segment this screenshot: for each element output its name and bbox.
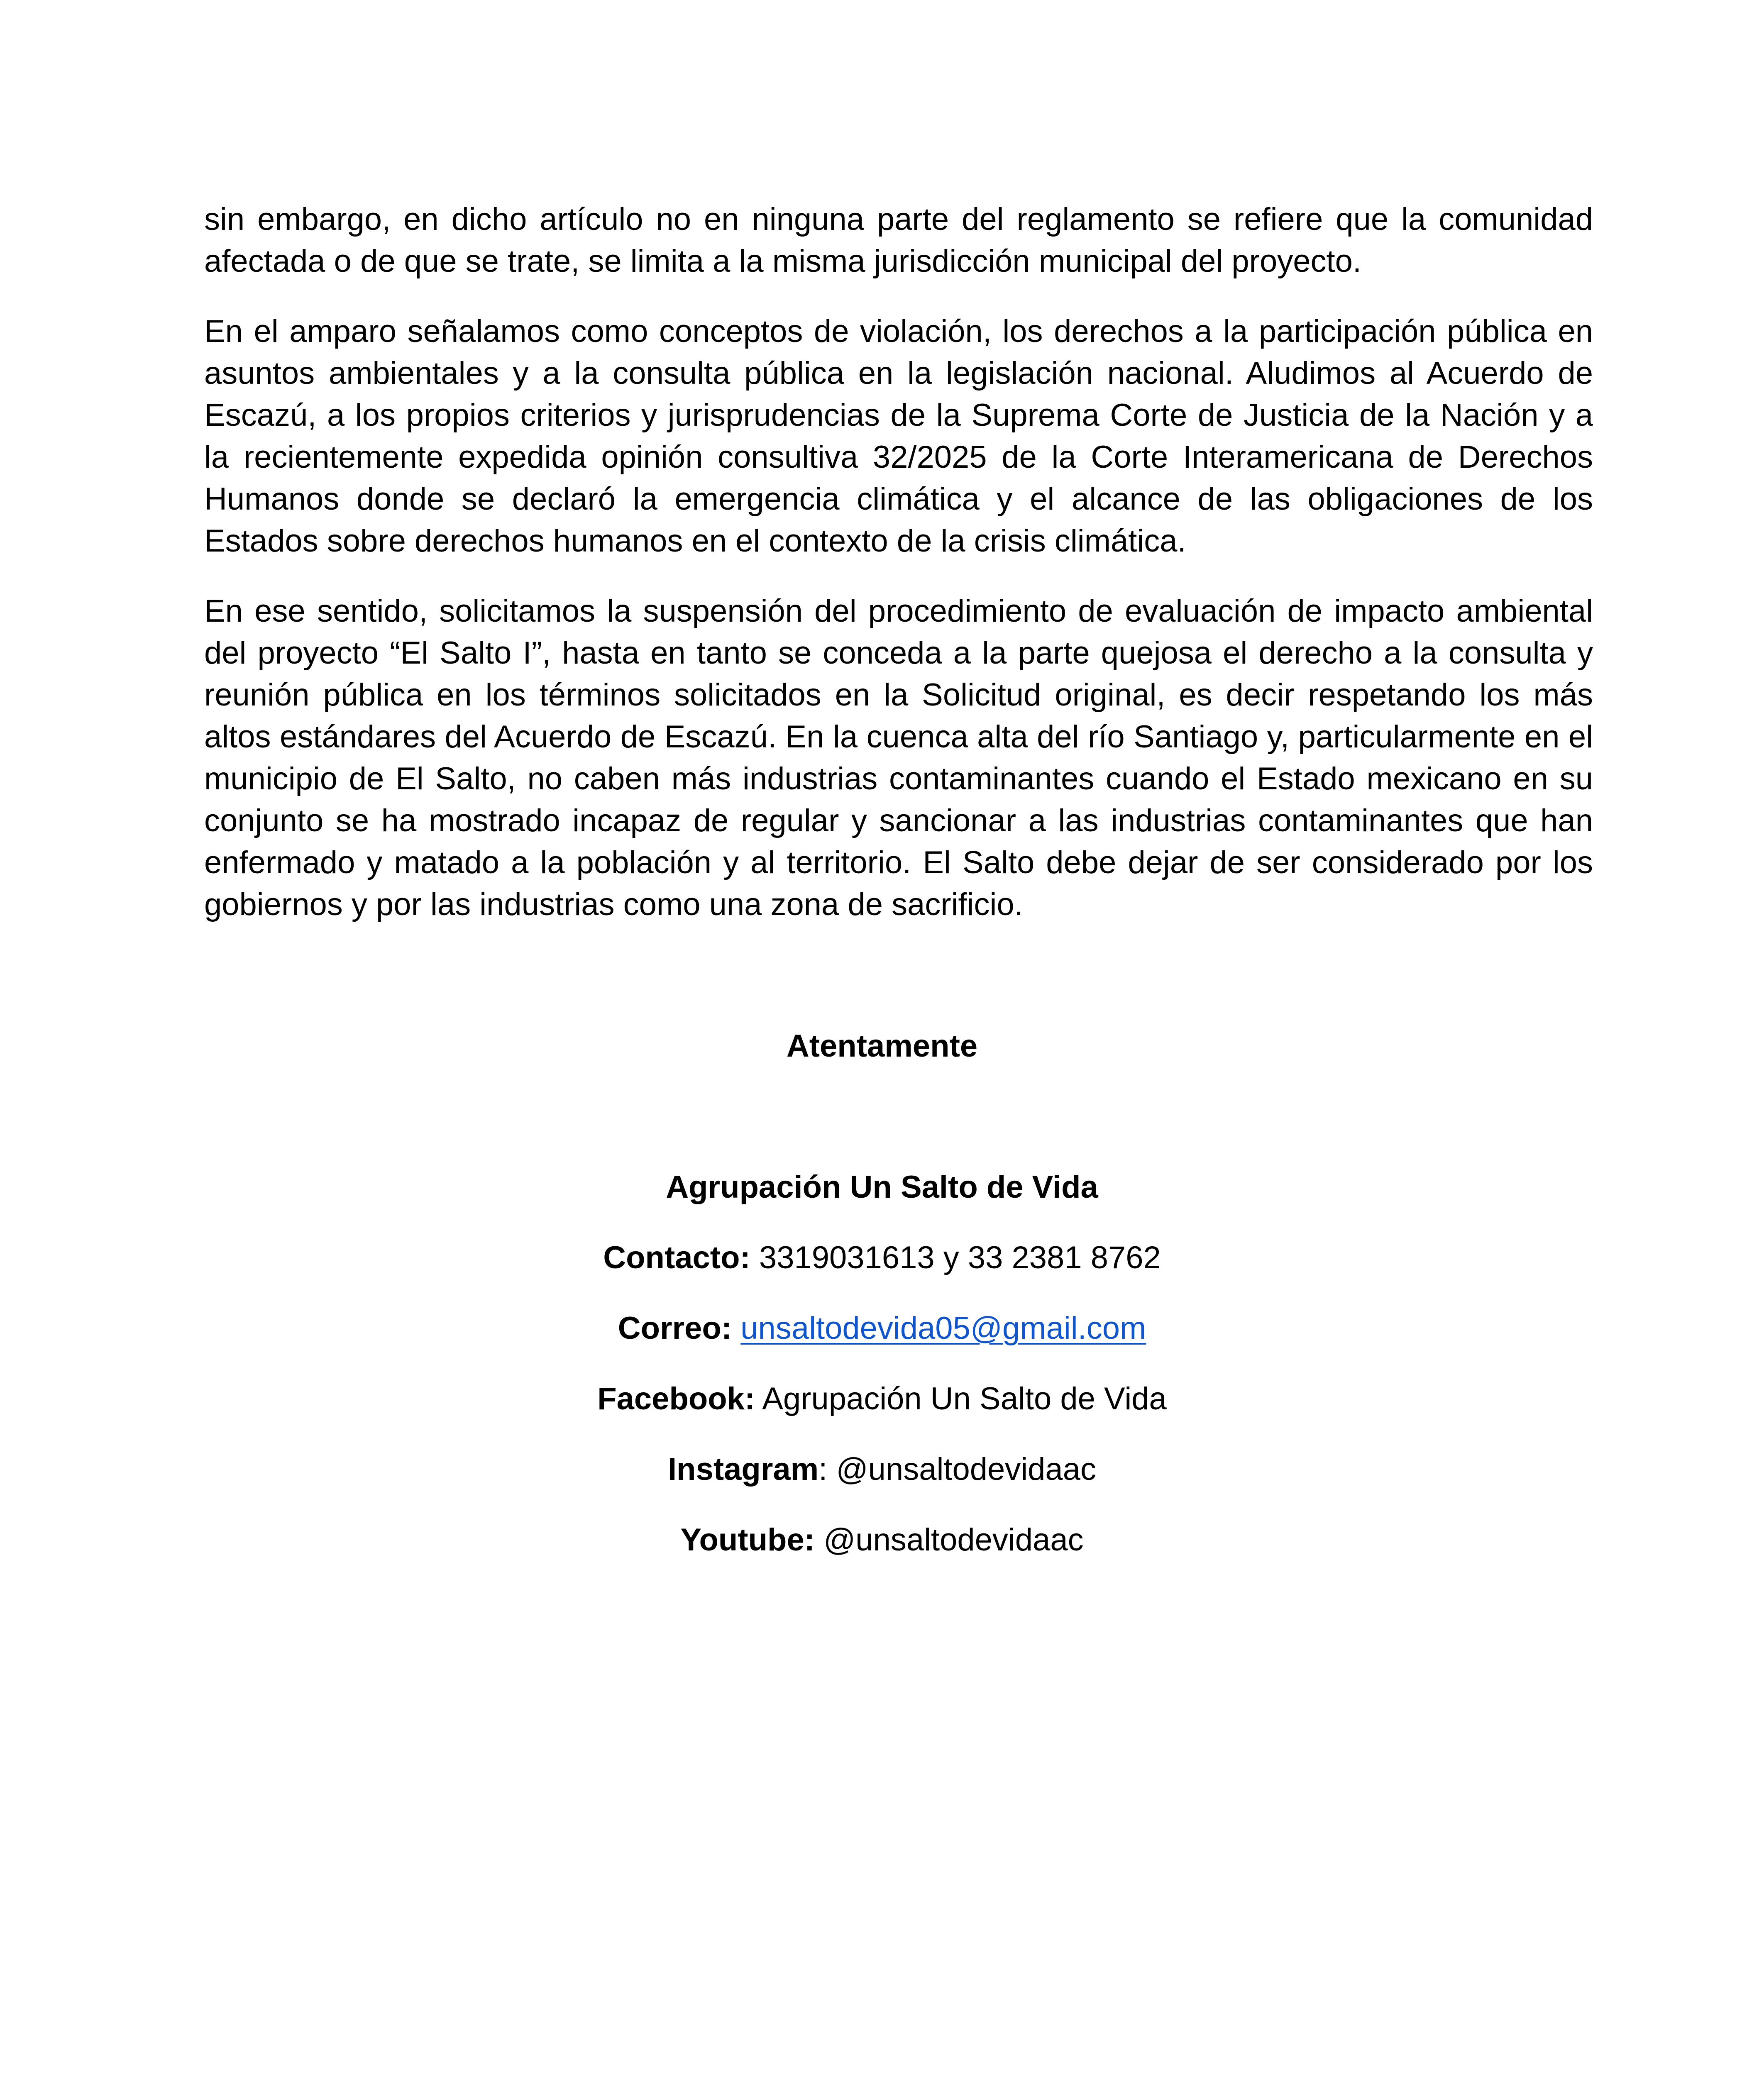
closing-salutation: Atentamente xyxy=(786,1028,978,1064)
contact-facebook-line xyxy=(0,1378,1764,1420)
contact-instagram-line xyxy=(0,1448,1764,1490)
youtube-label: Youtube: xyxy=(680,1522,815,1557)
youtube-value: @unsaltodevidaac xyxy=(823,1522,1084,1557)
contact-youtube-line xyxy=(0,1519,1764,1561)
organization-name: Agrupación Un Salto de Vida xyxy=(666,1169,1098,1205)
paragraph-reglamento: sin embargo, en dicho artículo no en ninguna parte del reglamento se refiere que la comunidad afectada o de que se trate, se limita a la misma jurisdicción municipal del proyecto. xyxy=(204,202,1593,279)
instagram-value: @unsaltodevidaac xyxy=(836,1452,1096,1487)
phone-value: 3319031613 y 33 2381 8762 xyxy=(759,1240,1161,1275)
email-label: Correo: xyxy=(618,1311,732,1346)
facebook-label: Facebook: xyxy=(597,1381,755,1416)
contact-phone-line xyxy=(0,1237,1764,1279)
instagram-label: Instagram xyxy=(668,1452,819,1487)
contact-email-line xyxy=(0,1307,1764,1349)
paragraph-amparo: En el amparo señalamos como conceptos de violación, los derechos a la participación pública en asuntos ambientales y a la consulta pública en la legislación nacional. Aludimos al Acuerdo de Escazú, a los propios criterios y jurisprudencias de la Suprema Corte de Justicia de la Nación y a la recientemente expedida opinión consultiva 32/2025 de la Corte Interamericana de Derechos Humanos donde se declaró la emergencia climática y el alcance de las obligaciones de los Estados sobre derechos humanos en el contexto de la crisis climática. xyxy=(204,314,1593,559)
phone-label: Contacto: xyxy=(603,1240,750,1275)
facebook-value: Agrupación Un Salto de Vida xyxy=(762,1381,1167,1416)
document-body xyxy=(204,198,1593,954)
email-link[interactable]: unsaltodevida05@gmail.com xyxy=(740,1311,1146,1346)
paragraph-solicitud: En ese sentido, solicitamos la suspensión del procedimiento de evaluación de impacto ambiental del proyecto “El Salto I”, hasta en tanto se conceda a la parte quejosa el derecho a la consulta y reunión pública en los términos solicitados en la Solicitud original, es decir respetando los más altos estándares del Acuerdo de Escazú. En la cuenca alta del río Santiago y, particularmente en el municipio de El Salto, no caben más industrias contaminantes cuando el Estado mexicano en su conjunto se ha mostrado incapaz de regular y sancionar a las industrias contaminantes que han enfermado y matado a la población y al territorio. El Salto debe dejar de ser considerado por los gobiernos y por las industrias como una zona de sacrificio. xyxy=(204,593,1593,922)
instagram-separator: : xyxy=(818,1452,828,1487)
